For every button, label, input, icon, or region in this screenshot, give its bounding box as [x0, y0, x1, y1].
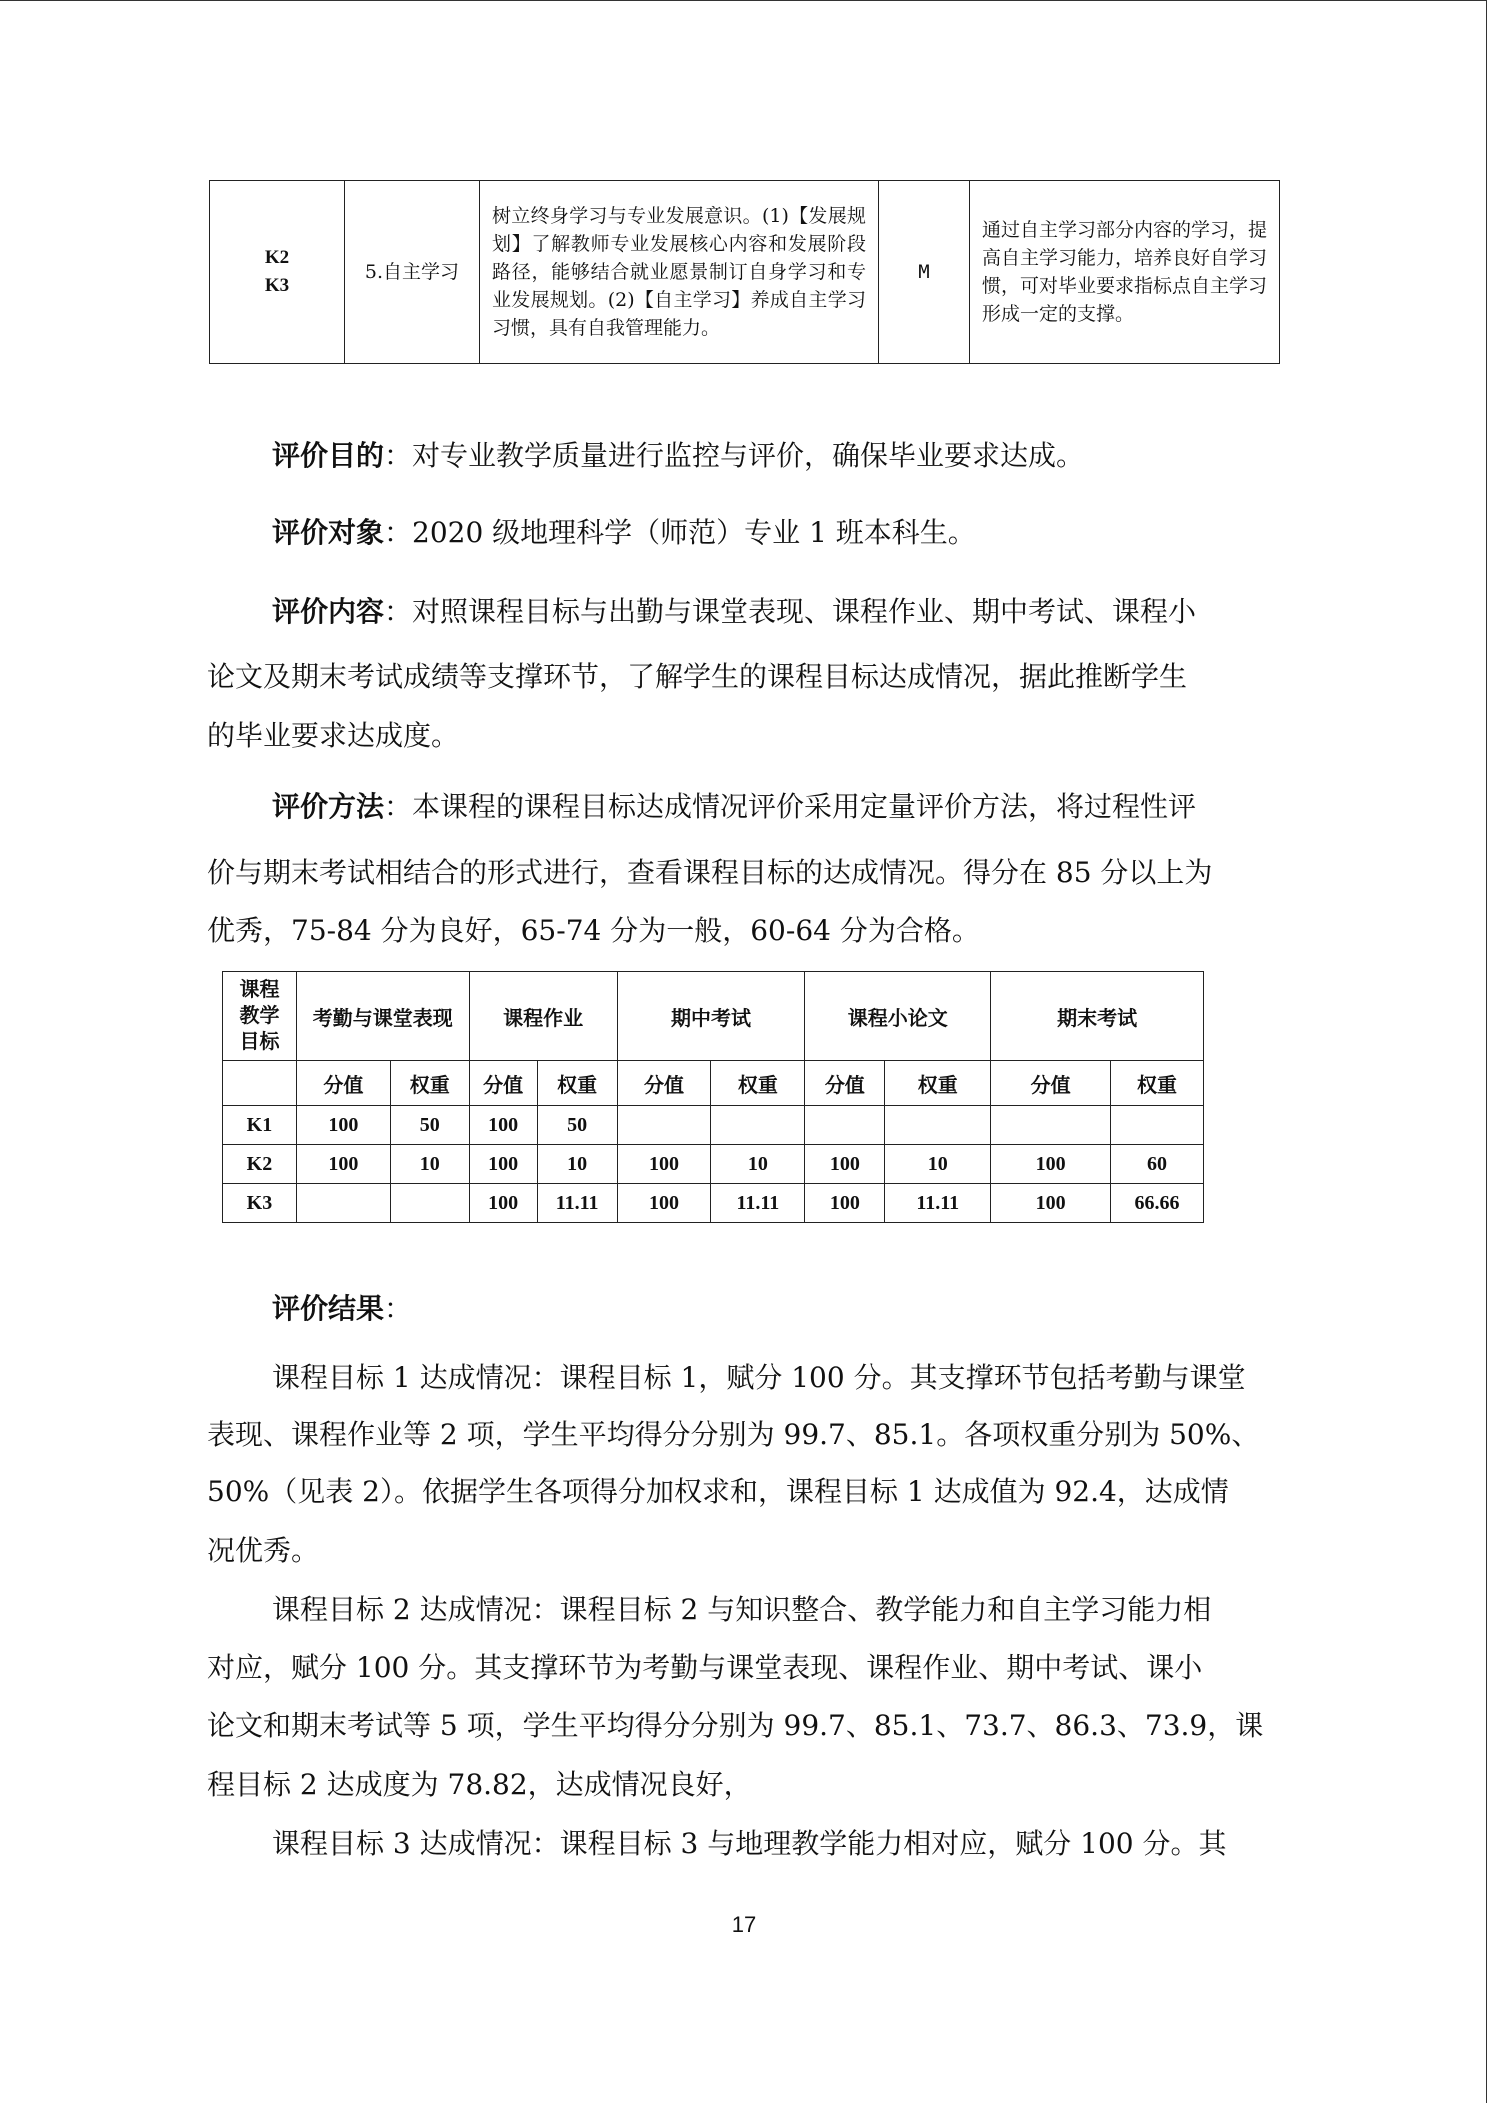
goal1-line: 50%（见表 2）。依据学生各项得分加权求和，课程目标 1 达成值为 92.4，达成情	[207, 1475, 1229, 1508]
requirement-description: 树立终身学习与专业发展意识。(1)【发展规划】了解教师专业发展核心内容和发展阶段路径，能够结合就业愿景制订自身学习和专业发展规划。(2)【自主学习】养成自主学习习惯，具有自我管理能力。	[480, 181, 879, 364]
table-cell	[296, 1184, 390, 1223]
corner-text: 课程	[239, 979, 280, 1001]
table-cell	[711, 1106, 805, 1145]
table-cell: 100	[991, 1145, 1111, 1184]
group-header: 期末考试	[991, 972, 1204, 1061]
target-code: K3	[264, 275, 290, 296]
table-subheader-row	[223, 1061, 1204, 1106]
table-cell: 100	[296, 1145, 390, 1184]
target-code: K2	[264, 247, 290, 268]
table-header-row	[223, 972, 1204, 1061]
row-code: K1	[223, 1106, 297, 1145]
group-header: 课程小论文	[805, 972, 991, 1061]
result-colon: ：	[384, 1292, 413, 1325]
sub-header: 分值	[805, 1061, 885, 1106]
purpose-text: ：对专业教学质量进行监控与评价，确保毕业要求达成。	[384, 439, 1085, 472]
sub-header: 权重	[885, 1061, 991, 1106]
object-text: ：2020 级地理科学（师范）专业 1 班本科生。	[384, 516, 976, 549]
table-cell	[390, 1184, 469, 1223]
content-label: 评价内容	[272, 595, 385, 628]
method-paragraph	[272, 792, 1196, 822]
corner-text: 目标	[239, 1031, 280, 1053]
table-cell: 11.11	[537, 1184, 617, 1223]
purpose-paragraph	[272, 441, 1084, 471]
graduation-requirement-table	[209, 180, 1280, 364]
table-cell	[991, 1106, 1111, 1145]
group-header: 课程作业	[469, 972, 617, 1061]
goal2-line: 对应，赋分 100 分。其支撑环节为考勤与课堂表现、课程作业、期中考试、课小	[207, 1651, 1203, 1684]
row-code: K2	[223, 1145, 297, 1184]
corner-header	[223, 972, 297, 1061]
table-cell: 10	[885, 1145, 991, 1184]
table-cell: 50	[390, 1106, 469, 1145]
table-cell: 100	[469, 1106, 537, 1145]
table-cell: 100	[617, 1145, 711, 1184]
table-cell: 100	[469, 1184, 537, 1223]
table-cell: 100	[617, 1184, 711, 1223]
method-line: 优秀，75-84 分为良好，65-74 分为一般，60-64 分为合格。	[207, 914, 980, 947]
content-line: 论文及期末考试成绩等支撑环节，了解学生的课程目标达成情况，据此推断学生	[207, 660, 1188, 693]
result-heading	[272, 1294, 412, 1324]
table-row	[223, 1145, 1204, 1184]
page-number: 17	[731, 1912, 757, 1937]
sub-header: 分值	[617, 1061, 711, 1106]
goal3-line: 课程目标 3 达成情况：课程目标 3 与地理教学能力相对应，赋分 100 分。其	[272, 1827, 1227, 1860]
support-note: 通过自主学习部分内容的学习，提高自主学习能力，培养良好自学习惯，可对毕业要求指标点自主学习形成一定的支撑。	[970, 181, 1280, 364]
goal2-line: 论文和期末考试等 5 项，学生平均得分分别为 99.7、85.1、73.7、86.3、73.9，课	[207, 1709, 1264, 1742]
content-line: ：对照课程目标与出勤与课堂表现、课程作业、期中考试、课程小	[384, 595, 1197, 628]
table-cell: 10	[711, 1145, 805, 1184]
object-paragraph	[272, 518, 976, 548]
group-header: 考勤与课堂表现	[296, 972, 469, 1061]
sub-header: 权重	[537, 1061, 617, 1106]
sub-header: 权重	[1111, 1061, 1204, 1106]
table-row	[210, 181, 1280, 364]
table-row	[223, 1184, 1204, 1223]
score-weight-table	[222, 971, 1204, 1223]
table-cell	[617, 1106, 711, 1145]
table-cell	[1111, 1106, 1204, 1145]
table-cell: 100	[805, 1184, 885, 1223]
sub-header: 分值	[991, 1061, 1111, 1106]
goal2-line: 课程目标 2 达成情况：课程目标 2 与知识整合、教学能力和自主学习能力相	[272, 1593, 1212, 1626]
table-cell: 50	[537, 1106, 617, 1145]
sub-header: 权重	[390, 1061, 469, 1106]
object-label: 评价对象	[272, 516, 385, 549]
requirement-name: 5.自主学习	[345, 181, 480, 364]
table-cell: 100	[991, 1184, 1111, 1223]
row-code: K3	[223, 1184, 297, 1223]
goal1-line: 课程目标 1 达成情况：课程目标 1，赋分 100 分。其支撑环节包括考勤与课堂	[272, 1361, 1246, 1394]
table-cell: 100	[805, 1145, 885, 1184]
table-cell: 60	[1111, 1145, 1204, 1184]
table-cell	[805, 1106, 885, 1145]
table-cell	[885, 1106, 991, 1145]
table-cell: 10	[537, 1145, 617, 1184]
content-paragraph	[272, 597, 1196, 627]
method-line: 价与期末考试相结合的形式进行，查看课程目标的达成情况。得分在 85 分以上为	[207, 856, 1213, 889]
sub-header: 分值	[296, 1061, 390, 1106]
goal1-line: 表现、课程作业等 2 项，学生平均得分分别为 99.7、85.1。各项权重分别为 50%、	[207, 1418, 1260, 1451]
table-cell: 66.66	[1111, 1184, 1204, 1223]
content-line: 的毕业要求达成度。	[207, 719, 460, 752]
table-row	[223, 1106, 1204, 1145]
table-cell: 100	[296, 1106, 390, 1145]
empty-cell	[223, 1061, 297, 1106]
table-cell: 10	[390, 1145, 469, 1184]
method-line: ：本课程的课程目标达成情况评价采用定量评价方法，将过程性评	[384, 790, 1197, 823]
sub-header: 分值	[469, 1061, 537, 1106]
target-codes-cell	[210, 181, 345, 364]
corner-text: 教学	[239, 1005, 280, 1027]
group-header: 期中考试	[617, 972, 805, 1061]
sub-header: 权重	[711, 1061, 805, 1106]
table-cell: 11.11	[885, 1184, 991, 1223]
goal2-line: 程目标 2 达成度为 78.82，达成情况良好，	[207, 1768, 752, 1801]
goal1-line: 况优秀。	[207, 1534, 320, 1567]
method-label: 评价方法	[272, 790, 385, 823]
support-level: M	[879, 181, 970, 364]
table-cell: 11.11	[711, 1184, 805, 1223]
purpose-label: 评价目的	[272, 439, 385, 472]
table-cell: 100	[469, 1145, 537, 1184]
result-label: 评价结果	[272, 1292, 385, 1325]
